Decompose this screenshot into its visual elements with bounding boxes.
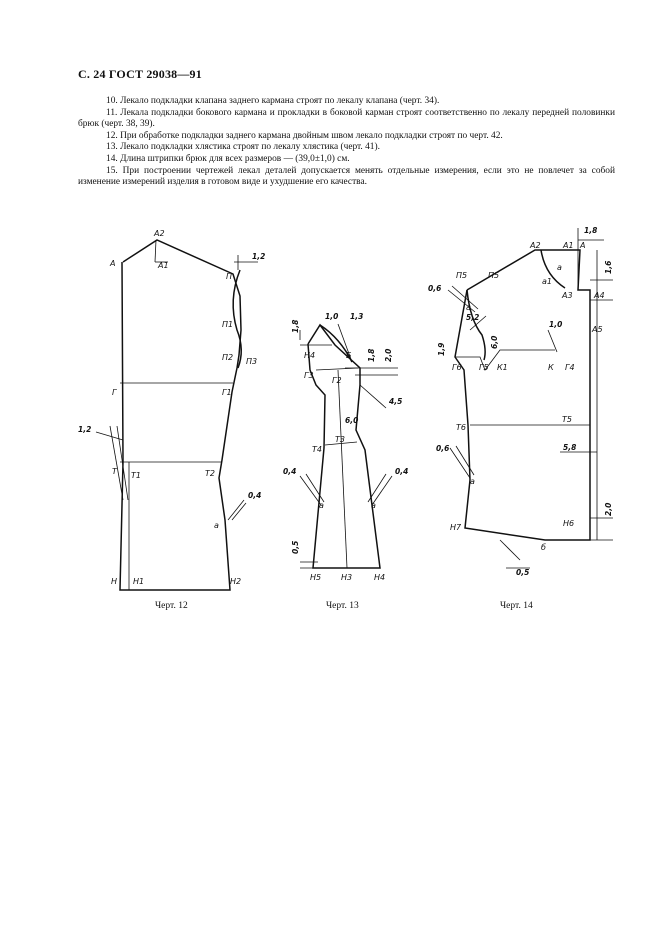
fig13-dim-0-4-right: 0,4 — [395, 467, 409, 476]
fig13-pt-B: Б — [346, 351, 352, 360]
fig12-pt-T2: Т2 — [205, 469, 215, 478]
caption-fig14: Черт. 14 — [500, 601, 533, 611]
caption-fig12: Черт. 12 — [155, 601, 188, 611]
fig14-dim-2-0: 2,0 — [604, 502, 613, 516]
fig13-pt-N5: Н5 — [310, 573, 322, 582]
fig14-dim-0-5: 0,5 — [516, 568, 530, 577]
fig12-dim-leader-1 — [110, 426, 123, 500]
fig14-pt-A1: А1 — [563, 241, 574, 250]
fig13-dim-4-5: 4,5 — [389, 397, 403, 406]
fig12-pt-A1: А1 — [158, 261, 169, 270]
fig12-dim-a-1 — [228, 500, 244, 520]
fig12-pt-P1: П1 — [222, 320, 234, 329]
page-header: С. 24 ГОСТ 29038—91 — [78, 67, 202, 81]
fig14-pt-G5: Г5 — [479, 363, 489, 372]
fig14-pt-G4: Г4 — [565, 363, 575, 372]
fig14-pt-a-top: а — [557, 263, 562, 272]
fig13-dim-1-3: 1,3 — [350, 312, 364, 321]
fig13-dim-0-5: 0,5 — [291, 540, 300, 554]
paragraph-11: 11. Лекала подкладки бокового кармана и прокладки в боковой карман строят соответственно по лекалу передней половинки брюк (черт. 38, 39). — [78, 107, 615, 130]
fig14-pt-T5: Т5 — [562, 415, 572, 424]
paragraph-12: 12. При обработке подкладки заднего кармана двойным швом лекало подкладки строят по черт. 42. — [106, 130, 503, 141]
fig13-dim-1-8-left: 1,8 — [291, 319, 300, 333]
fig14-pt-A2: А2 — [530, 241, 541, 250]
caption-fig13: Черт. 13 — [326, 601, 359, 611]
fig13-dim-1-8-right: 1,8 — [367, 348, 376, 362]
fig14-pt-K: К — [548, 363, 554, 372]
fig14-dim-1-0: 1,0 — [549, 320, 563, 329]
fig12-pt-a: а — [214, 521, 219, 530]
fig13-pt-G3: Г3 — [304, 371, 314, 380]
fig14-pt-K1: К1 — [497, 363, 508, 372]
paragraph-10: 10. Лекало подкладки клапана заднего кармана строят по лекалу клапана (черт. 34). — [106, 96, 440, 106]
fig14-pt-P5-right: П5 — [488, 271, 500, 280]
fig14-dim-0-6-top — [448, 290, 475, 312]
fig13-pt-a-right: а — [371, 501, 376, 510]
fig12-pt-G: Г — [112, 388, 117, 397]
fig14-dim-1-8: 1,8 — [584, 226, 598, 235]
fig12-pt-P: П — [226, 272, 233, 281]
fig13-dim-2-0: 2,0 — [384, 348, 393, 362]
fig12-dim-1-2-left: 1,2 — [78, 425, 92, 434]
fig13-pt-N4-bottom: Н4 — [374, 573, 386, 582]
fig13-dim-1-0: 1,0 — [325, 312, 339, 321]
fig12-a2-a1 — [155, 240, 156, 262]
fig14-pt-N6: Н6 — [563, 519, 575, 528]
fig13-pt-a-left: а — [319, 501, 324, 510]
fig12-pt-T1: Т1 — [131, 471, 141, 480]
fig12-pt-A2: А2 — [154, 229, 165, 238]
fig12-pt-A: А — [110, 259, 116, 268]
fig13-pt-G2: Г2 — [332, 376, 342, 385]
fig14-dim-6-0: 6,0 — [490, 335, 499, 349]
fig14-dim-0-6-bottom: 0,6 — [436, 444, 450, 453]
figure-13 — [283, 312, 408, 582]
fig13-dim-0-4-left: 0,4 — [283, 467, 297, 476]
fig12-pt-N2: Н2 — [230, 577, 242, 586]
fig13-dim-6-0: 6,0 — [345, 416, 359, 425]
fig14-pt-b: б — [541, 543, 546, 552]
fig12-pt-N: Н — [111, 577, 118, 586]
fig14-pt-a-mid: а — [466, 303, 471, 312]
fig12-dim-a-2 — [232, 503, 246, 520]
fig14-pt-G6: Г6 — [452, 363, 462, 372]
fig14-pt-A5: А5 — [592, 325, 603, 334]
paragraph-15: 15. При построении чертежей лекал деталей допускается менять отдельные измерения, если это не повлечет за собой изменение измерений изделия в готовом виде и ухудшение его качества. — [78, 165, 615, 188]
fig12-outline — [120, 240, 241, 590]
fig14-pt-N7: Н7 — [450, 523, 462, 532]
fig14-pt-A: А — [580, 241, 586, 250]
fig13-pt-N4-top: Н4 — [304, 351, 316, 360]
fig13-center-line — [338, 370, 347, 568]
fig13-dim-4-5 — [360, 385, 386, 408]
fig14-dim-1-9: 1,9 — [437, 342, 446, 356]
paragraph-13: 13. Лекало подкладки хлястика строят по лекалу хлястика (черт. 41). — [106, 142, 380, 153]
fig14-pt-A3: А3 — [562, 291, 573, 300]
fig14-pt-a-bottom: а — [470, 477, 475, 486]
fig12-dim-1-2-top: 1,2 — [252, 252, 266, 261]
fig14-dim-1-6: 1,6 — [604, 260, 613, 274]
fig13-pt-T4: Т4 — [312, 445, 322, 454]
fig12-pt-T: Т — [112, 467, 117, 476]
fig14-pt-a1: а1 — [542, 277, 552, 286]
fig13-pt-N3: Н3 — [341, 573, 353, 582]
paragraph-14: 14. Длина штрипки брюк для всех размеров — (39,0±1,0) см. — [106, 153, 350, 164]
fig14-dim-0-6-top-2 — [452, 286, 478, 309]
fig14-pt-A4: А4 — [594, 291, 605, 300]
fig14-dim-0-5-leader — [500, 540, 520, 560]
fig14-dim-5-8: 5,8 — [563, 443, 577, 452]
fig14-pt-P5-left: П5 — [456, 271, 468, 280]
fig12-pt-N1: Н1 — [133, 577, 145, 586]
fig12-dim-0-4: 0,4 — [248, 491, 262, 500]
figure-12 — [78, 229, 265, 590]
figure-14 — [428, 226, 613, 577]
fig12-pt-P2: П2 — [222, 353, 234, 362]
fig12-pt-G1: Г1 — [222, 388, 232, 397]
fig14-pt-T6: Т6 — [456, 423, 466, 432]
fig13-pt-T3: Т3 — [335, 435, 345, 444]
fig14-dim-5-2: 5,2 — [466, 313, 480, 322]
fig14-dim-1-0 — [548, 330, 557, 352]
fig14-dim-0-6-top: 0,6 — [428, 284, 442, 293]
fig12-pt-P3: П3 — [246, 357, 258, 366]
